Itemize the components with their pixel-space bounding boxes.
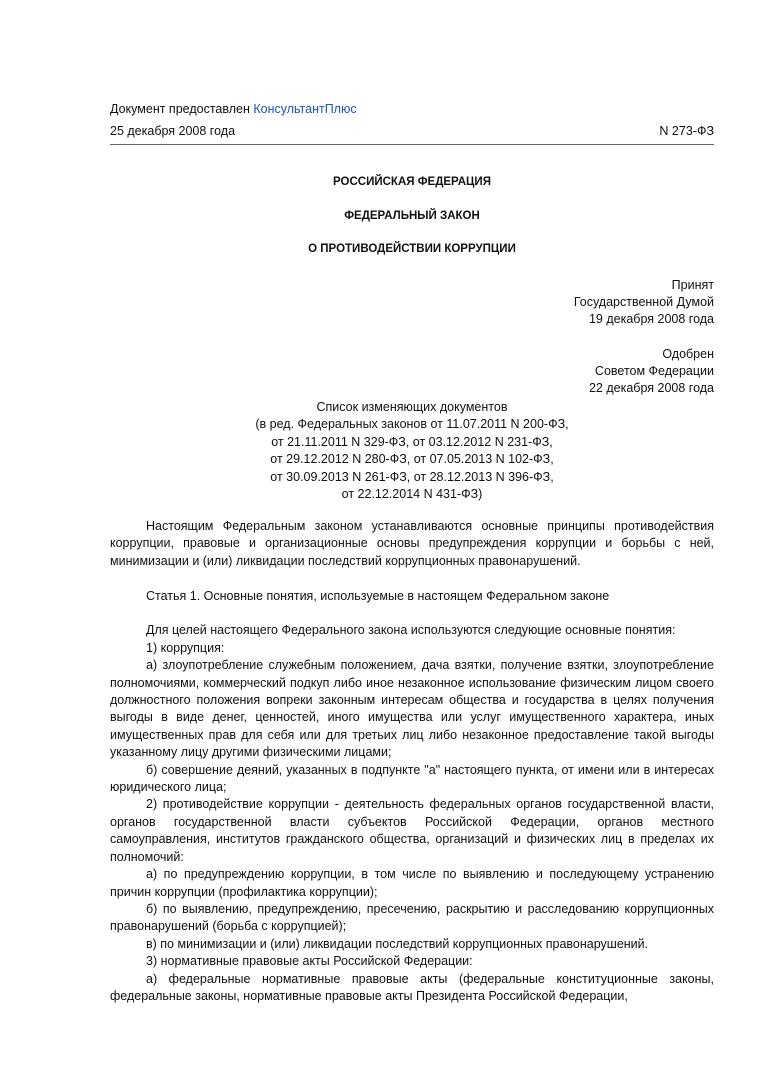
approved-block bbox=[414, 346, 714, 397]
paragraph: 2) противодействие коррупции - деятельность федеральных органов государственной власти, органов государственной власти субъектов Российской Федерации, органов местного самоуправления, институтов гражданского общества, организаций и физических лиц в пределах их полномочий: bbox=[110, 797, 714, 864]
approved-date: 22 декабря 2008 года bbox=[588, 381, 714, 395]
changes-list bbox=[110, 399, 714, 503]
intro-paragraph: Настоящим Федеральным законом устанавливаются основные принципы противодействия коррупции, правовые и организационные основы предупреждения коррупции и борьбы с ней, минимизации и (или) ликвидации последствий коррупционных правонарушений. bbox=[110, 519, 714, 568]
law-name-title: О ПРОТИВОДЕЙСТВИИ КОРРУПЦИИ bbox=[308, 243, 516, 255]
brand-link[interactable]: КонсультантПлюс bbox=[253, 102, 357, 116]
paragraph: б) совершение деяний, указанных в подпункте "а" настоящего пункта, от имени или в интересах юридического лица; bbox=[110, 762, 714, 795]
provider-line bbox=[110, 101, 357, 117]
paragraph: б) по выявлению, предупреждению, пресечению, раскрытию и расследованию коррупционных правонарушений (борьба с коррупцией); bbox=[110, 901, 714, 934]
paragraph: в) по минимизации и (или) ликвидации последствий коррупционных правонарушений. bbox=[146, 936, 649, 951]
paragraph: а) по предупреждению коррупции, в том числе по выявлению и последующему устранению причин коррупции (профилактика коррупции); bbox=[110, 867, 714, 899]
changes-line: от 29.12.2012 N 280-ФЗ, от 07.05.2013 N 102-ФЗ, bbox=[270, 452, 554, 467]
paragraph: а) злоупотребление служебным положением, дача взятки, получение взятки, злоупотребление полномочиями, коммерческий подкуп либо иное незаконное использование физическим лицом своего должностного положения вопреки законным интересам общества и государства в целях получения выгоды в виде денег, ценностей, иного имущества или услуг имущественного характера, иных имущественных прав для себя или для третьих лиц либо незаконное предоставление такой выгоды указанному лицу другими физическими лицами; bbox=[110, 658, 714, 760]
article-1-title: Статья 1. Основные понятия, используемые в настоящем Федеральном законе bbox=[146, 588, 610, 603]
provider-text: Документ предоставлен bbox=[110, 102, 250, 116]
changes-title: Список изменяющих документов bbox=[316, 400, 508, 414]
adopted-label: Принят bbox=[671, 278, 714, 292]
changes-line: от 21.11.2011 N 329-ФЗ, от 03.12.2012 N 231-ФЗ, bbox=[271, 434, 553, 449]
country-title: РОССИЙСКАЯ ФЕДЕРАЦИЯ bbox=[333, 176, 491, 188]
adopted-date: 19 декабря 2008 года bbox=[588, 312, 714, 326]
document-date: 25 декабря 2008 года bbox=[110, 124, 236, 138]
paragraph: Для целей настоящего Федерального закона используются следующие основные понятия: bbox=[146, 623, 676, 638]
law-body bbox=[110, 518, 714, 1005]
changes-line: от 22.12.2014 N 431-ФЗ) bbox=[341, 487, 483, 502]
approved-by: Советом Федерации bbox=[594, 364, 714, 378]
changes-line: от 30.09.2013 N 261-ФЗ, от 28.12.2013 N 396-ФЗ, bbox=[270, 469, 554, 484]
law-type-title: ФЕДЕРАЛЬНЫЙ ЗАКОН bbox=[344, 210, 480, 222]
adopted-block bbox=[414, 277, 714, 328]
paragraph: а) федеральные нормативные правовые акты (федеральные конституционные законы, федеральные законы, нормативные правовые акты Президента Российской Федерации, bbox=[110, 971, 714, 1003]
paragraph: 1) коррупция: bbox=[146, 640, 225, 655]
changes-line: (в ред. Федеральных законов от 11.07.2011 N 200-ФЗ, bbox=[255, 417, 569, 432]
approved-label: Одобрен bbox=[662, 347, 714, 361]
paragraph: 3) нормативные правовые акты Российской Федерации: bbox=[146, 954, 473, 969]
document-header bbox=[110, 123, 714, 145]
adopted-by: Государственной Думой bbox=[573, 295, 714, 309]
document-number: N 273-ФЗ bbox=[659, 124, 714, 138]
